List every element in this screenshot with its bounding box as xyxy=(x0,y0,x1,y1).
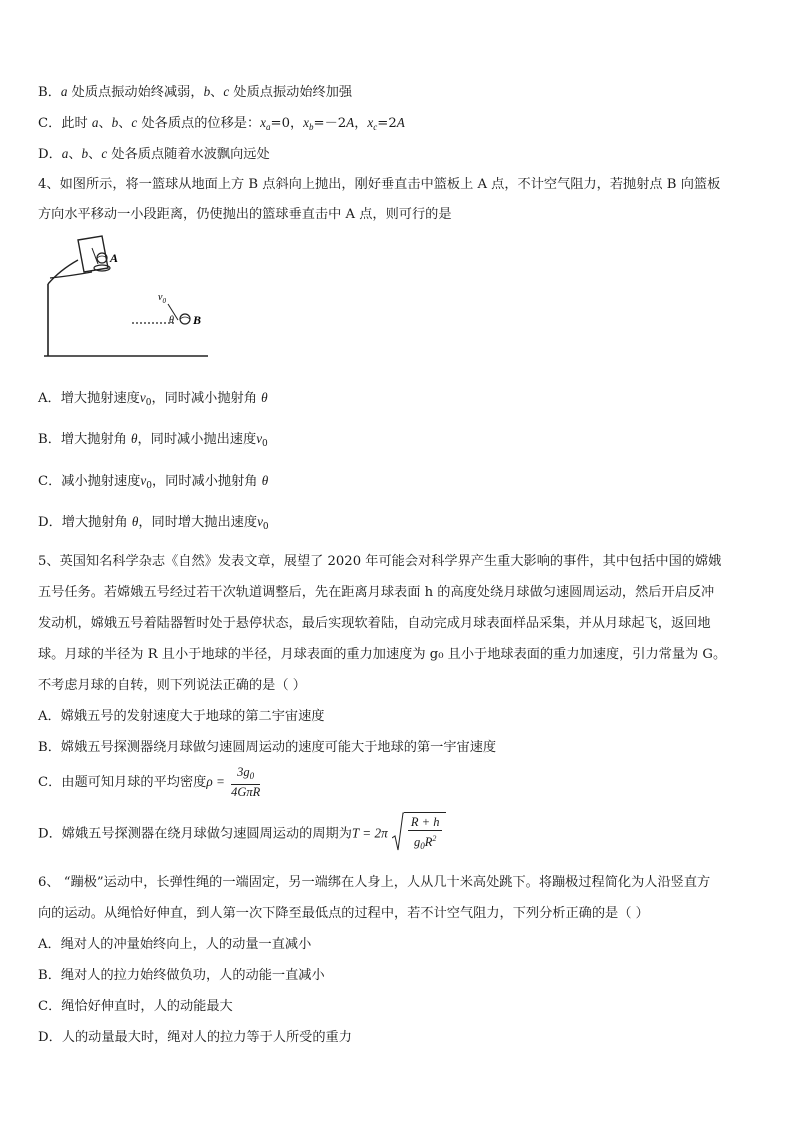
q4-option-a: A．增大抛射速度$v_0$，同时减小抛射角 θ xyxy=(38,390,268,408)
q6-option-d: D．人的动量最大时，绳对人的拉力等于人所受的重力 xyxy=(38,1030,352,1045)
q5-stem-line-1: 5、英国知名科学杂志《自然》发表文章，展望了 2020 年可能会对科学界产生重大影响的事件，其中包括中国的嫦娥 xyxy=(38,554,722,569)
q6-stem-line-2: 向的运动。从绳恰好伸直，到人第一次下降至最低点的过程中，若不计空气阻力，下列分析正确的是（ ） xyxy=(38,906,649,921)
q5-stem-line-3: 发动机，嫦娥五号着陆器暂时处于悬停状态，最后实现软着陆，自动完成月球表面样品采集，并从月球起飞，返回地 xyxy=(38,616,711,631)
q5-option-a: A．嫦娥五号的发射速度大于地球的第二宇宙速度 xyxy=(38,709,325,724)
label-theta: θ xyxy=(169,315,174,326)
q5-option-b: B．嫦娥五号探测器绕月球做匀速圆周运动的速度可能大于地球的第一宇宙速度 xyxy=(38,740,497,755)
q5-option-c: C．由题可知月球的平均密度ρ = $\frac{3g_0}{\text{4GπR}}$ xyxy=(38,765,261,799)
q5-stem-line-2: 五号任务。若嫦娥五号经过若干次轨道调整后，先在距离月球表面 h 的高度处绕月球做匀速圆周运动，然后开启反冲 xyxy=(38,585,715,600)
q4-option-b: B．增大抛射角 θ，同时减小抛出速度$v_0$ xyxy=(38,431,268,449)
q5-stem-line-4: 球。月球的半径为 R 且小于地球的半径，月球表面的重力加速度为 g₀ 且小于地球表面的重力加速度，引力常量为 G。 xyxy=(38,647,727,662)
q3-option-b: B．a 处质点振动始终减弱，b、c 处质点振动始终加强 xyxy=(38,84,353,100)
period-sqrt: $\frac{R + h}{g_0R^2}$ xyxy=(392,812,447,856)
label-b: B xyxy=(193,313,202,327)
q3-option-d: D．a、b、c 处各质点随着水波飘向远处 xyxy=(38,146,270,162)
q6-option-a: A．绳对人的冲量始终向上，人的动量一直减小 xyxy=(38,937,312,952)
hoop-arm xyxy=(48,260,78,284)
q3-option-c: C．此时 a、b、c 处各质点的位移是：$x_a=0$，$x_b=-2A$，$x_c=2A$ xyxy=(38,115,405,132)
label-v0: $v_0$ xyxy=(158,292,166,305)
q4-option-c: C．减小抛射速度$v_0$，同时减小抛射角 θ xyxy=(38,473,269,491)
q6-option-b: B．绳对人的拉力始终做负功，人的动能一直减小 xyxy=(38,968,325,983)
basketball-figure xyxy=(40,232,210,362)
q6-option-c: C．绳恰好伸直时，人的动能最大 xyxy=(38,999,233,1014)
q5-option-d: D．嫦娥五号探测器在绕月球做匀速圆周运动的周期为T = 2π $\frac{R + h}{g_0R^2}$ xyxy=(38,812,446,856)
q4-stem-line-1: 4、如图所示，将一篮球从地面上方 B 点斜向上抛出，刚好垂直击中篮板上 A 点，不计空气阻力，若抛射点 B 向篮板 xyxy=(38,177,721,192)
q5-stem-line-5: 不考虑月球的自转，则下列说法正确的是（ ） xyxy=(38,678,306,693)
q6-stem-line-1: 6、 “蹦极”运动中，长弹性绳的一端固定，另一端绑在人身上，人从几十米高处跳下。将蹦极过程简化为人沿竖直方 xyxy=(38,875,711,890)
ball-at-b xyxy=(180,314,190,324)
density-fraction: $\frac{3g_0}{\text{4GπR}}$ xyxy=(231,765,261,799)
q4-option-d: D．增大抛射角 θ，同时增大抛出速度$v_0$ xyxy=(38,514,269,532)
label-a: A xyxy=(110,251,119,265)
q4-stem-line-2: 方向水平移动一小段距离，仍使抛出的篮球垂直击中 A 点，则可行的是 xyxy=(38,207,452,222)
backboard xyxy=(78,236,108,272)
